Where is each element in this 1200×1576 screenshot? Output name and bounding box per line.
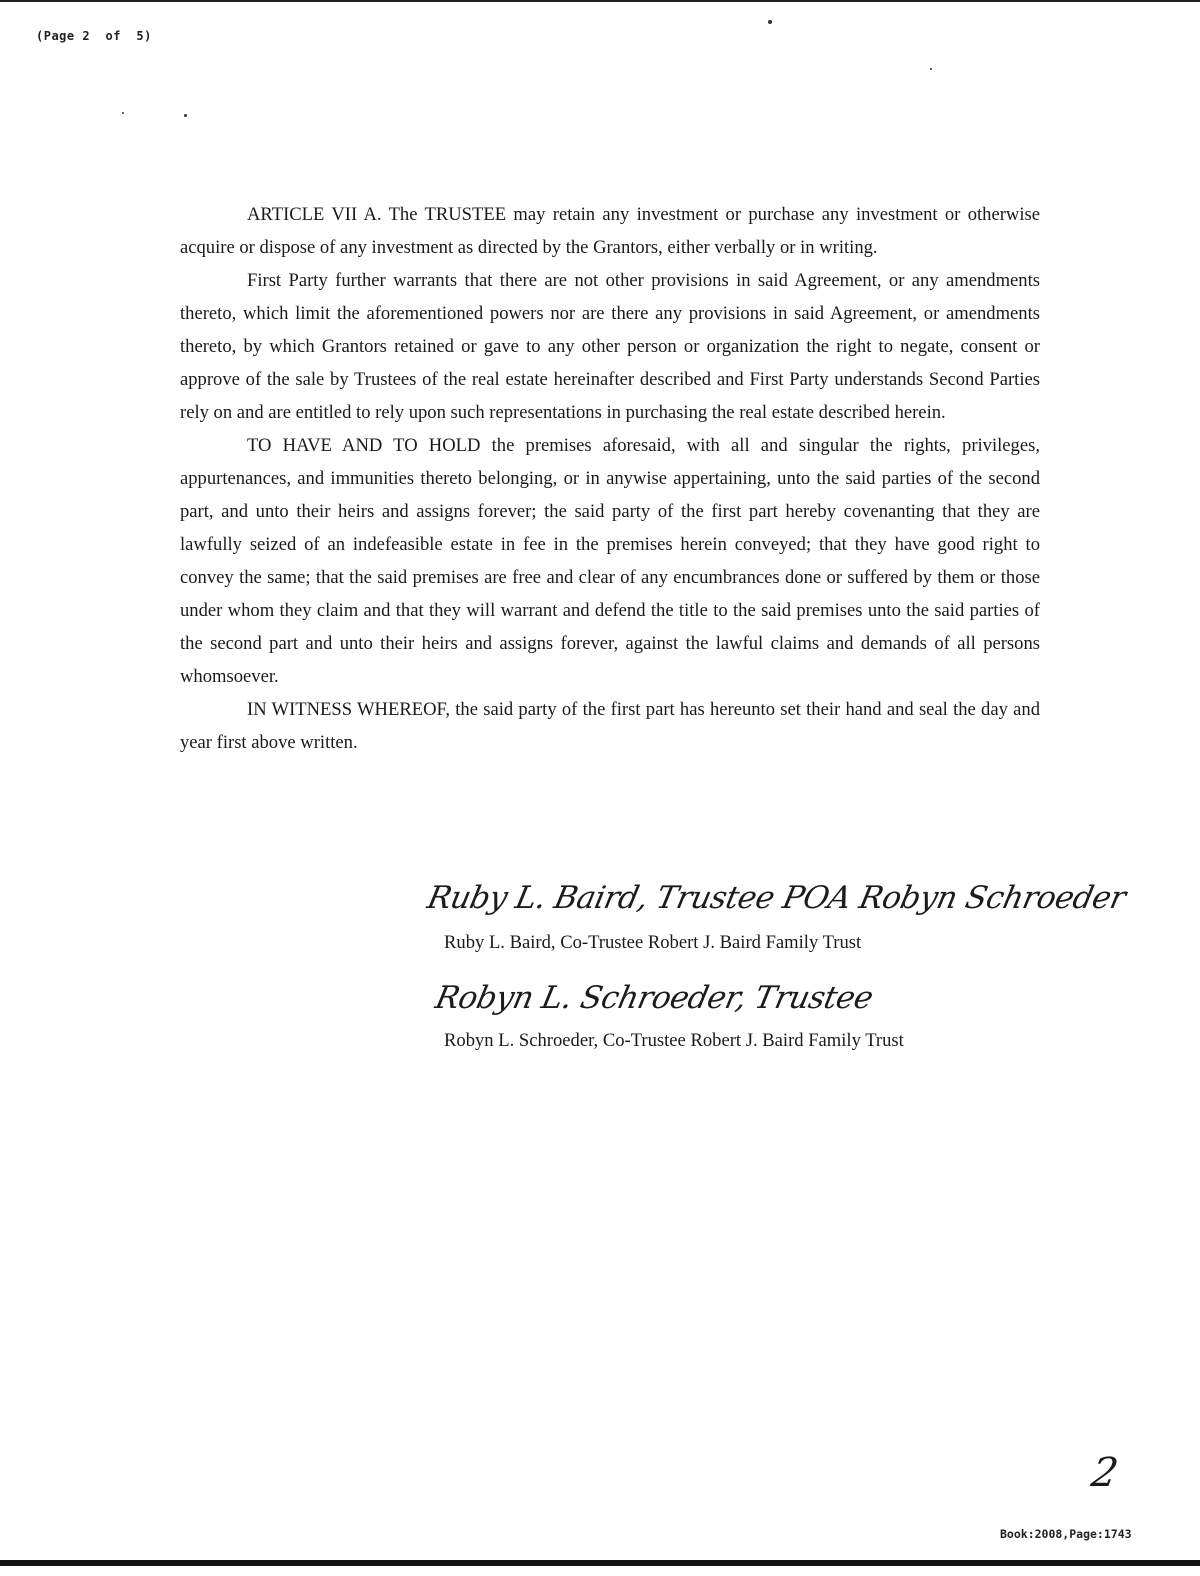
scan-speck	[768, 20, 772, 24]
scan-speck	[184, 114, 187, 117]
page-marker: (Page 2 of 5)	[36, 29, 152, 43]
top-scan-rule	[0, 0, 1200, 2]
bottom-scan-rule	[0, 1560, 1200, 1566]
signature-robyn-schroeder: Robyn L. Schroeder, Trustee	[432, 980, 877, 1016]
signature-ruby-baird: Ruby L. Baird, Trustee POA Robyn Schroeder	[424, 880, 1129, 916]
paragraph-article-vii-a: ARTICLE VII A. The TRUSTEE may retain any investment or purchase any investment or otherwise acquire or dispose of any investment as directed by the Grantors, either verbally or in writing.	[180, 204, 1040, 258]
paragraph-habendum: TO HAVE AND TO HOLD the premises aforesaid, with all and singular the rights, privileges, appurtenances, and immunities thereto belonging, or in anywise appertaining, unto the said parties of the second part, and unto their heirs and assigns forever; the said party of the first part hereby covenanting that they are lawfully seized of an indefeasible estate in fee in the premises herein conveyed; that they have good right to convey the same; that the said premises are free and clear of any encumbrances done or suffered by them or those under whom they claim and that they will warrant and defend the title to the said premises unto the said parties of the second part and unto their heirs and assigns forever, against the lawful claims and demands of all persons whomsoever.	[180, 435, 1040, 687]
scan-speck	[930, 68, 932, 70]
deed-body	[180, 198, 1040, 759]
book-page-stamp: Book:2008,Page:1743	[1000, 1527, 1132, 1541]
printed-name-ruby-baird: Ruby L. Baird, Co-Trustee Robert J. Baird Family Trust	[444, 932, 862, 953]
handwritten-page-number: 2	[1087, 1450, 1122, 1496]
printed-name-robyn-schroeder: Robyn L. Schroeder, Co-Trustee Robert J. Baird Family Trust	[444, 1030, 904, 1051]
scan-speck	[122, 112, 124, 114]
paragraph-first-party-warrants: First Party further warrants that there are not other provisions in said Agreement, or any amendments thereto, which limit the aforementioned powers nor are there any provisions in said Agreement, or amendments thereto, by which Grantors retained or gave to any other person or organization the right to negate, consent or approve of the sale by Trustees of the real estate hereinafter described and First Party understands Second Parties rely on and are entitled to rely upon such representations in purchasing the real estate described herein.	[180, 270, 1040, 423]
paragraph-in-witness-whereof: IN WITNESS WHEREOF, the said party of the first part has hereunto set their hand and seal the day and year first above written.	[180, 699, 1040, 753]
